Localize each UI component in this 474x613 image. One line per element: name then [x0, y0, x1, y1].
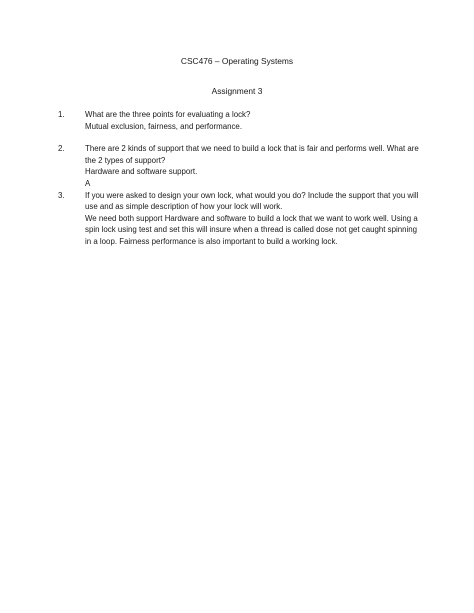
- question-item-2: [58, 143, 438, 189]
- question-item-3: [58, 190, 438, 248]
- question-number-3: 3.: [58, 190, 65, 200]
- question-2-text-line-1: There are 2 kinds of support that we need to build a lock that is fair and performs well. What are: [85, 144, 419, 154]
- question-2-answer-extra: A: [85, 178, 91, 188]
- question-1-answer: Mutual exclusion, fairness, and performance.: [85, 121, 243, 131]
- question-3-text-line-1: If you were asked to design your own lock, what would you do? Include the support that you will: [85, 190, 419, 200]
- question-3-answer-line-1: We need both support Hardware and software to build a lock that we want to work well. Using a: [85, 213, 418, 223]
- assignment-title: Assignment 3: [211, 86, 263, 96]
- question-number-2: 2.: [58, 144, 65, 154]
- question-3-text-line-2: use and as simple description of how your lock will work.: [85, 202, 283, 212]
- question-3-answer-line-2: spin lock using test and set this will insure when a thread is called dose not get caught spinning: [85, 225, 418, 235]
- question-3-answer-line-3: in a loop. Fairness performance is also important to build a working lock.: [85, 236, 338, 246]
- course-title: CSC476 – Operating Systems: [180, 56, 294, 66]
- question-list: [58, 109, 438, 248]
- question-item-1: [58, 109, 438, 132]
- question-1-text: What are the three points for evaluating a lock?: [85, 110, 251, 119]
- question-number-1: 1.: [58, 110, 65, 119]
- question-2-text-line-2: the 2 types of support?: [85, 155, 166, 165]
- question-2-answer: Hardware and software support.: [85, 167, 198, 177]
